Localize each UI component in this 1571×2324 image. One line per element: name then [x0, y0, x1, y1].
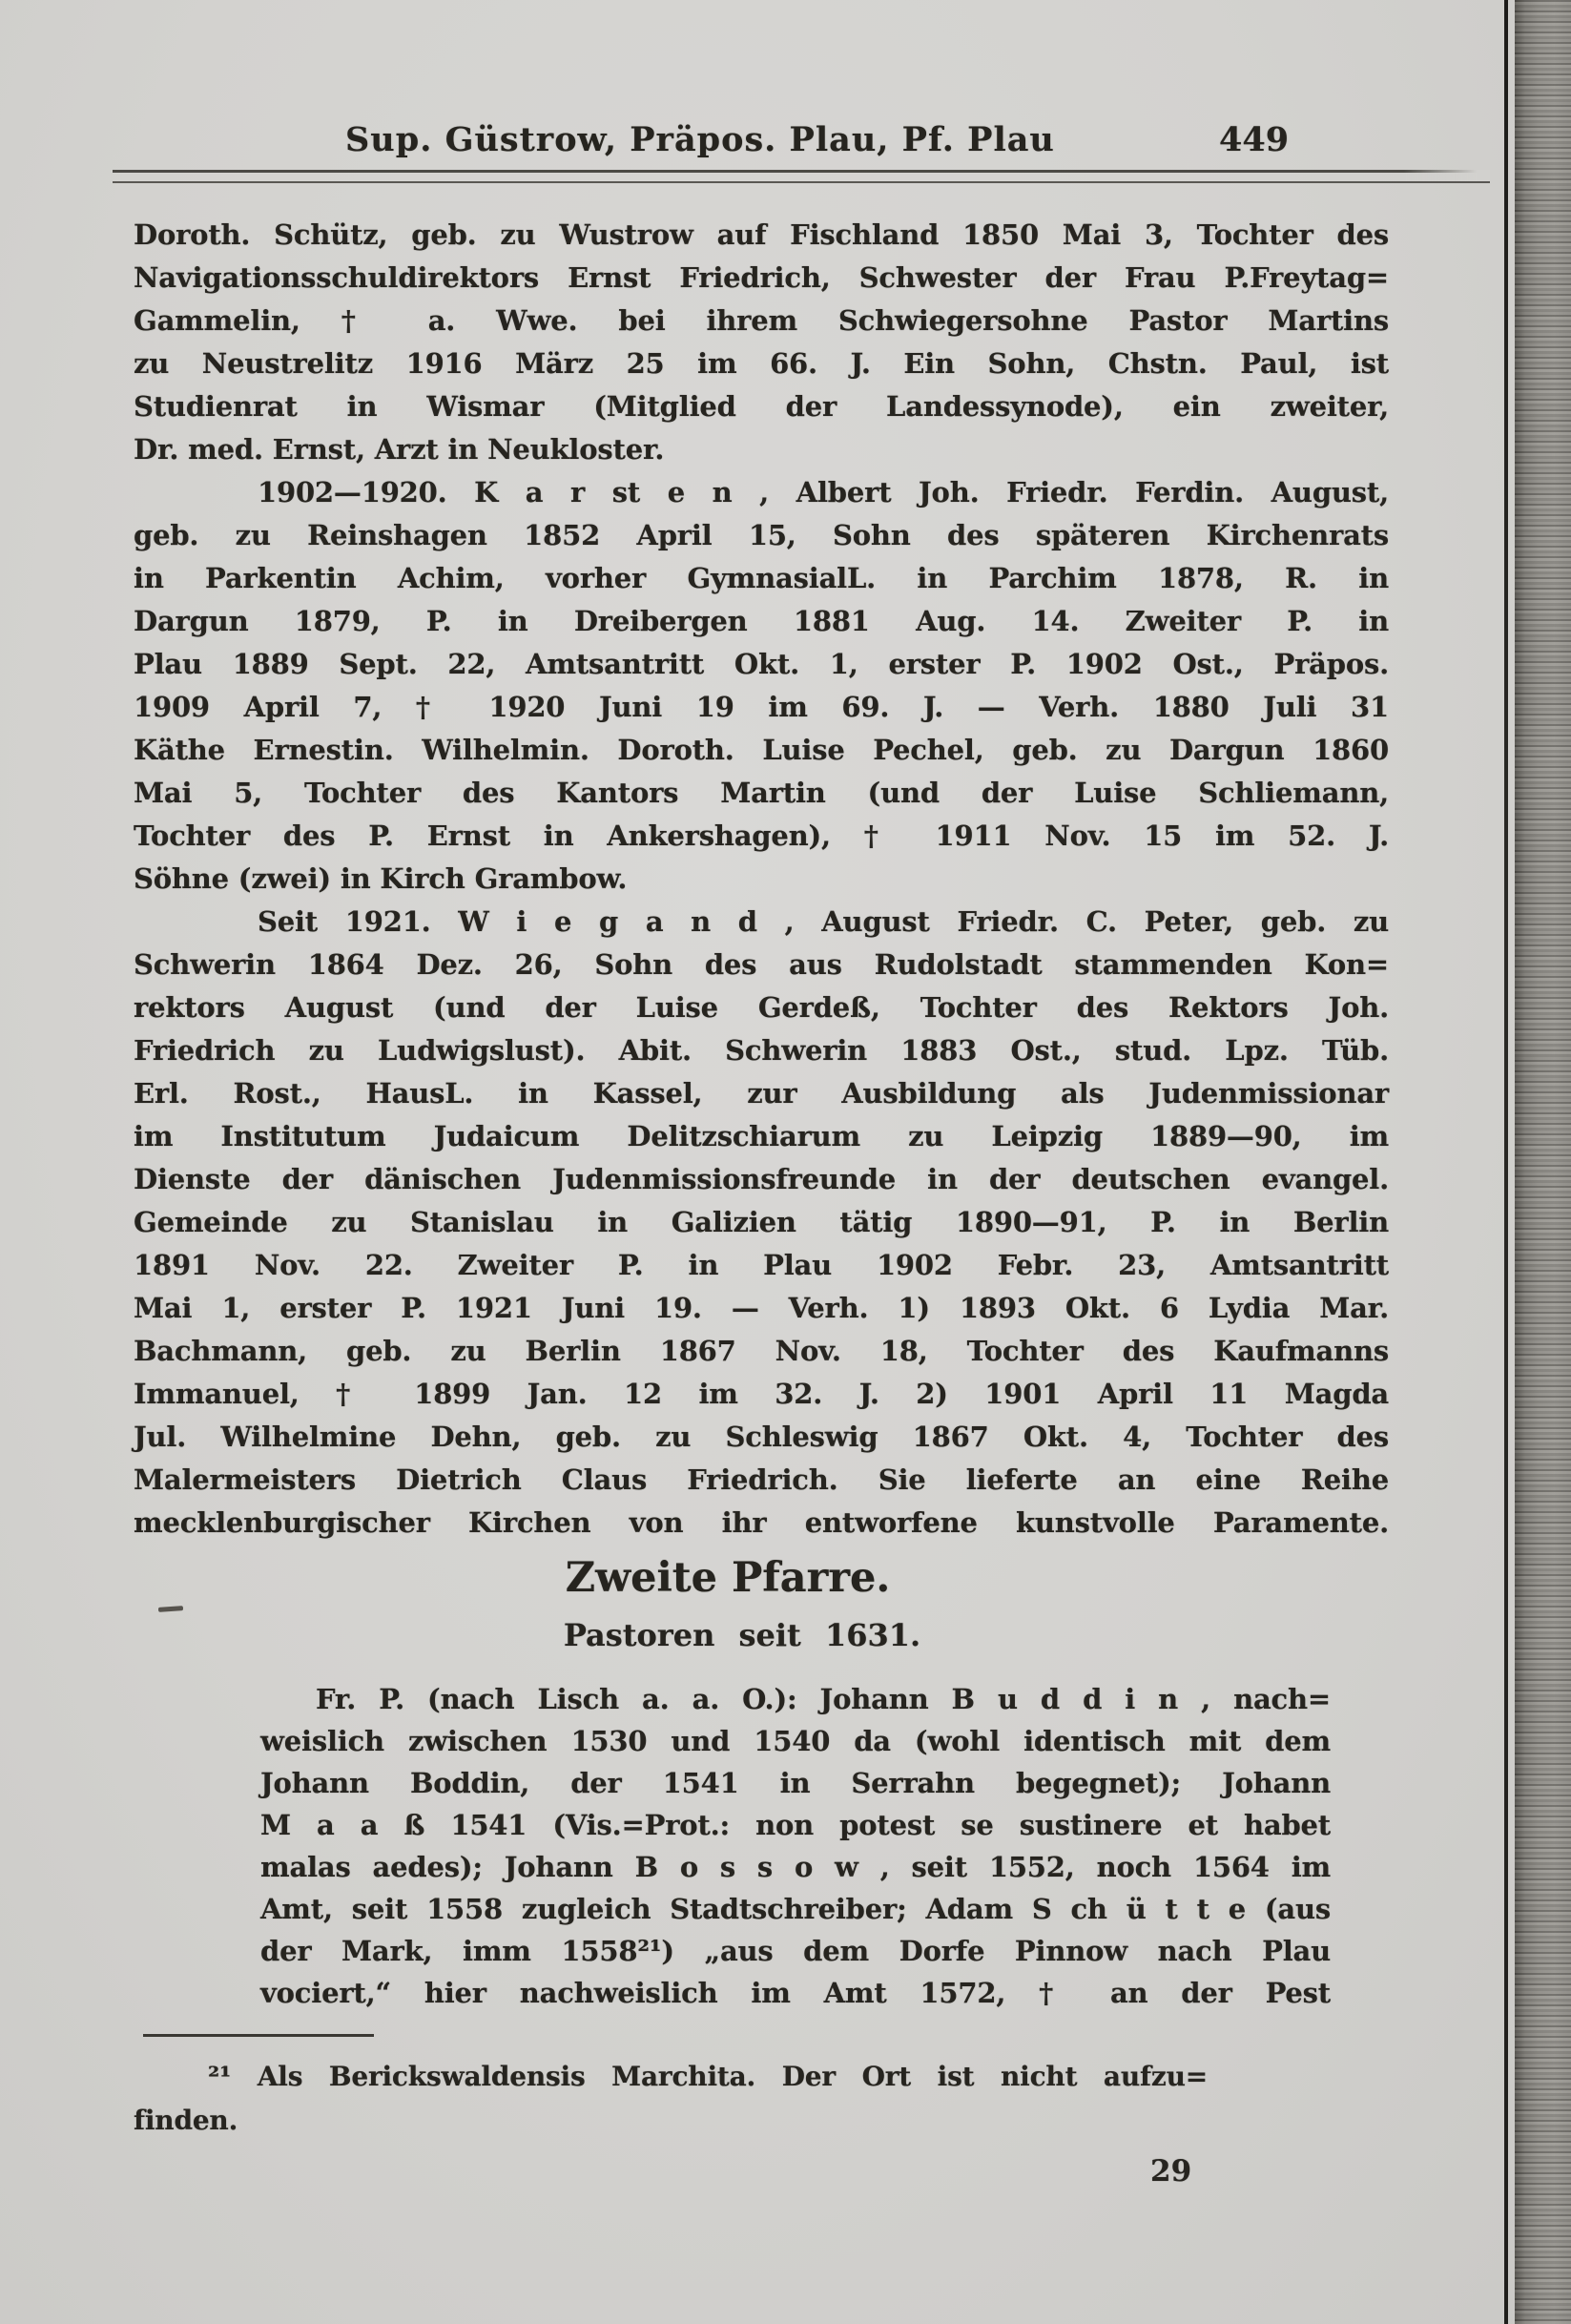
text-line: Malermeisters Dietrich Claus Friedrich. Sie lieferte an eine Reihe [134, 1463, 1389, 1496]
text-line: Bachmann, geb. zu Berlin 1867 Nov. 18, Tochter des Kaufmanns [134, 1335, 1389, 1367]
text-line: Amt, seit 1558 zugleich Stadtschreiber; Adam S ch ü t t e (aus [260, 1893, 1331, 1925]
text-line: Mai 5, Tochter des Kantors Martin (und der Luise Schliemann, [134, 777, 1389, 809]
signature-number: 29 [1150, 2154, 1192, 2189]
text-line: Gammelin, † a. Wwe. bei ihrem Schwiegersohne Pastor Martins [134, 304, 1389, 337]
text-line: weislich zwischen 1530 und 1540 da (wohl identisch mit dem [260, 1725, 1331, 1757]
text-line: Dargun 1879, P. in Dreibergen 1881 Aug. 14. Zweiter P. in [134, 605, 1389, 637]
text-line: Immanuel, † 1899 Jan. 12 im 32. J. 2) 1901 April 11 Magda [134, 1378, 1389, 1410]
text-line: Dr. med. Ernst, Arzt in Neukloster. [134, 433, 665, 466]
section-heading: Zweite Pfarre. [565, 1554, 891, 1602]
paragraph-pastoren-seit-1631 [260, 1678, 1331, 2014]
text-line: Fr. P. (nach Lisch a. a. O.): Johann B u d d i n , nach= [316, 1683, 1331, 1715]
text-line: Schwerin 1864 Dez. 26, Sohn des aus Rudolstadt stammenden Kon= [134, 948, 1389, 981]
text-line: Johann Boddin, der 1541 in Serrahn begegnet); Johann [260, 1767, 1331, 1799]
footnote-rule [143, 2034, 374, 2037]
paragraph-wiegand [134, 901, 1389, 1545]
text-line: vociert,“ hier nachweislich im Amt 1572, † an der Pest [260, 1977, 1331, 2009]
text-line: ²¹ Als Berickswaldensis Marchita. Der Ort ist nicht aufzu= [208, 2061, 1208, 2092]
text-line: finden. [134, 2105, 238, 2136]
page-header [0, 120, 1571, 166]
text-line: Mai 1, erster P. 1921 Juni 19. — Verh. 1) 1893 Okt. 6 Lydia Mar. [134, 1292, 1389, 1324]
text-line: Dienste der dänischen Judenmissionsfreunde in der deutschen evangel. [134, 1163, 1389, 1195]
text-line: rektors August (und der Luise Gerdeß, Tochter des Rektors Joh. [134, 991, 1389, 1024]
running-title: Sup. Güstrow, Präpos. Plau, Pf. Plau [345, 120, 1055, 159]
text-line: mecklenburgischer Kirchen von ihr entworfene kunstvolle Paramente. [134, 1506, 1389, 1539]
text-line: Söhne (zwei) in Kirch Grambow. [134, 862, 628, 895]
text-line: Friedrich zu Ludwigslust). Abit. Schwerin 1883 Ost., stud. Lpz. Tüb. [134, 1034, 1389, 1067]
page-number: 449 [1219, 120, 1290, 159]
text-line: der Mark, imm 1558²¹) „aus dem Dorfe Pinnow nach Plau [260, 1935, 1331, 1967]
text-line: Jul. Wilhelmine Dehn, geb. zu Schleswig 1867 Okt. 4, Tochter des [134, 1421, 1389, 1453]
text-line: malas aedes); Johann B o s s o w , seit 1552, noch 1564 im [260, 1851, 1331, 1883]
text-line: 1902—1920. K a r st e n , Albert Joh. Friedr. Ferdin. August, [258, 476, 1389, 508]
text-line: Erl. Rost., HausL. in Kassel, zur Ausbildung als Judenmissionar [134, 1077, 1389, 1110]
footnote [134, 2055, 1208, 2143]
paragraph-schuetz [134, 214, 1389, 471]
scan-edge-band [1515, 0, 1571, 2324]
text-line: geb. zu Reinshagen 1852 April 15, Sohn des späteren Kirchenrats [134, 519, 1389, 551]
text-line: M a a ß 1541 (Vis.=Prot.: non potest se sustinere et habet [260, 1809, 1331, 1841]
text-line: 1909 April 7, † 1920 Juni 19 im 69. J. — Verh. 1880 Juli 31 [134, 691, 1389, 723]
text-column [134, 214, 1389, 2014]
scan-edge-line [1504, 0, 1508, 2324]
text-line: Studienrat in Wismar (Mitglied der Landessynode), ein zweiter, [134, 390, 1389, 423]
text-line: zu Neustrelitz 1916 März 25 im 66. J. Ein Sohn, Chstn. Paul, ist [134, 347, 1389, 380]
section-subheading: Pastoren seit 1631. [563, 1617, 921, 1653]
text-line: Käthe Ernestin. Wilhelmin. Doroth. Luise Pechel, geb. zu Dargun 1860 [134, 734, 1389, 766]
text-line: im Institutum Judaicum Delitzschiarum zu Leipzig 1889—90, im [134, 1120, 1389, 1152]
paragraph-karsten [134, 471, 1389, 901]
text-line: Tochter des P. Ernst in Ankershagen), † 1911 Nov. 15 im 52. J. [134, 820, 1389, 852]
text-line: in Parkentin Achim, vorher GymnasialL. in Parchim 1878, R. in [134, 562, 1389, 594]
text-line: Plau 1889 Sept. 22, Amtsantritt Okt. 1, erster P. 1902 Ost., Präpos. [134, 648, 1389, 680]
text-line: Seit 1921. W i e g a n d , August Friedr. C. Peter, geb. zu [258, 905, 1389, 938]
text-line: Navigationsschuldirektors Ernst Friedrich, Schwester der Frau P.Freytag= [134, 261, 1389, 294]
text-line: 1891 Nov. 22. Zweiter P. in Plau 1902 Febr. 23, Amtsantritt [134, 1249, 1389, 1281]
header-rule [113, 170, 1490, 183]
text-line: Gemeinde zu Stanislau in Galizien tätig 1890—91, P. in Berlin [134, 1206, 1389, 1238]
text-line: Doroth. Schütz, geb. zu Wustrow auf Fischland 1850 Mai 3, Tochter des [134, 218, 1389, 251]
